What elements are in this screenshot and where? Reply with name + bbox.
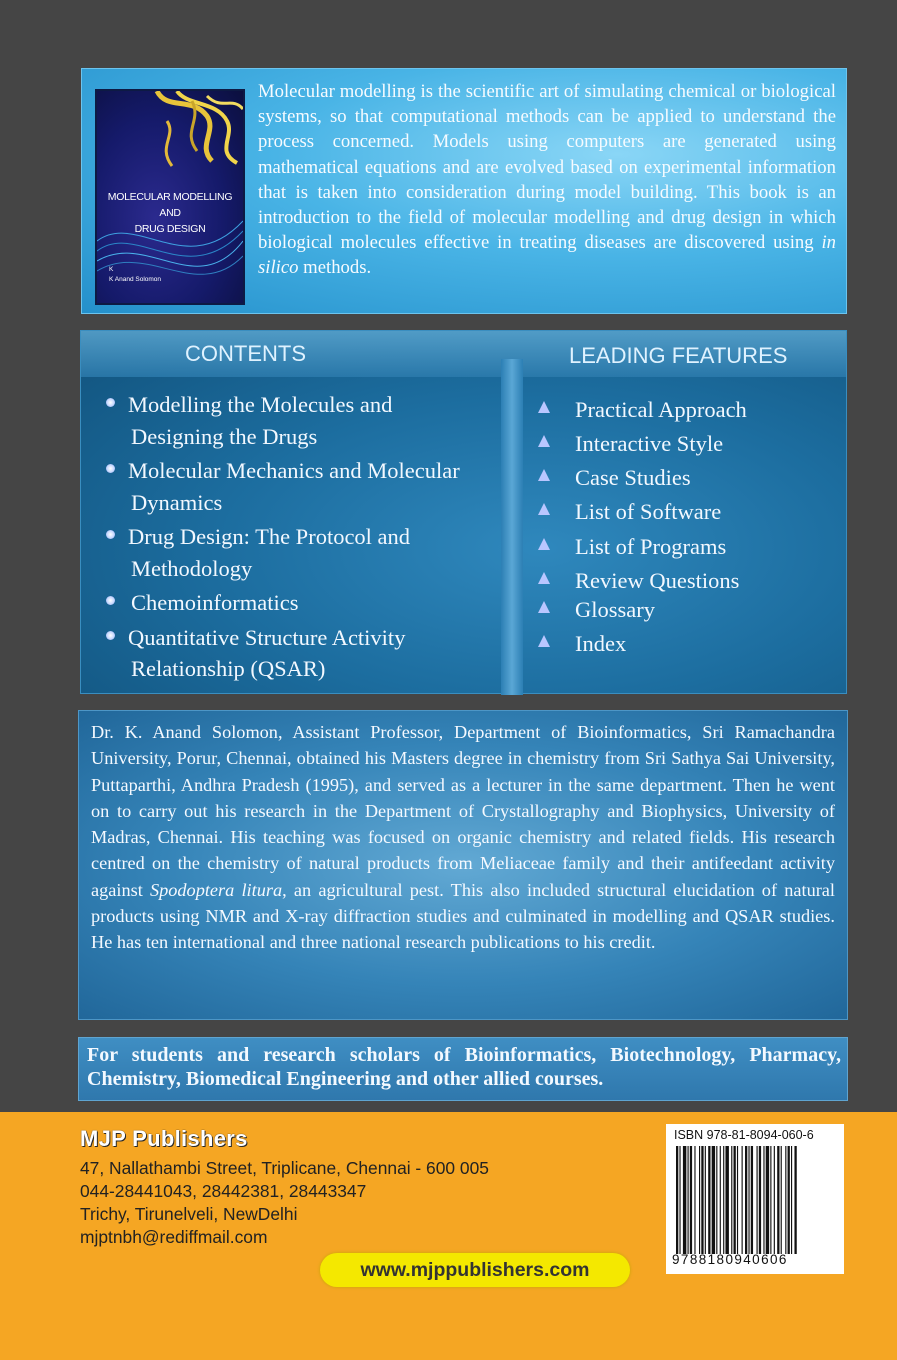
barcode-bar xyxy=(690,1146,692,1254)
barcode-bar xyxy=(751,1146,753,1254)
barcode-bar xyxy=(683,1146,686,1254)
barcode-bar xyxy=(720,1146,721,1254)
publisher-contact xyxy=(80,1157,489,1249)
book-description: Molecular modelling is the scientific art of simulating chemical or biological systems, so that computational methods can be applied to understand the process concerned. Models using computers are generated using mathematical equations and are evolved based on experimental information that is taken into consideration during model building. This book is an introduction to the field of molecular modelling and drug design in which biological molecules effective in treating diseases are discovered using in silico methods. xyxy=(258,81,836,279)
features-list xyxy=(575,396,835,658)
barcode-bar xyxy=(791,1146,792,1254)
contents-item: Drug Design: The Protocol and Methodology xyxy=(128,521,498,584)
barcode-bar xyxy=(705,1146,706,1254)
thumbnail-author: K Anand Solomon xyxy=(109,276,162,283)
bullet-icon xyxy=(538,538,550,550)
publisher-band xyxy=(0,1112,897,1360)
contents-item: Modelling the Molecules and Designing the Drugs xyxy=(128,389,498,452)
bullet-icon xyxy=(538,635,550,647)
feature-item: Glossary xyxy=(575,596,835,624)
features-heading: LEADING FEATURES xyxy=(569,343,788,368)
contents-list xyxy=(128,389,498,688)
bullet-icon xyxy=(106,596,115,605)
isbn-digits: 9788180940606 xyxy=(672,1252,788,1267)
bullet-icon xyxy=(538,469,550,481)
feature-item: Case Studies xyxy=(575,464,835,492)
feature-item: Practical Approach xyxy=(575,396,835,424)
bullet-icon xyxy=(538,401,550,413)
publisher-address: 47, Nallathambi Street, Triplicane, Chennai - 600 005 xyxy=(80,1158,489,1178)
barcode-bar xyxy=(699,1146,700,1254)
bullet-icon xyxy=(538,572,550,584)
publisher-phones: 044-28441043, 28442381, 28443347 xyxy=(80,1181,367,1201)
barcode-bar xyxy=(716,1146,717,1254)
feature-item: List of Software xyxy=(575,498,835,526)
barcode-bar xyxy=(725,1146,728,1254)
bullet-icon xyxy=(106,398,115,407)
barcode-bar xyxy=(788,1146,790,1254)
website-link[interactable]: www.mjppublishers.com xyxy=(320,1253,630,1287)
contents-item: Quantitative Structure Activity Relationship (QSAR) xyxy=(128,622,498,685)
barcode-bar xyxy=(742,1146,743,1254)
bullet-icon xyxy=(106,530,115,539)
barcode-bar xyxy=(712,1146,715,1254)
isbn-label: ISBN 978-81-8094-060-6 xyxy=(674,1128,814,1142)
barcode-bar xyxy=(781,1146,782,1254)
thumbnail-initial: K xyxy=(109,266,114,273)
barcode-bar xyxy=(701,1146,703,1254)
barcode-bar xyxy=(731,1146,732,1254)
bullet-icon xyxy=(538,601,550,613)
publisher-name: MJP Publishers xyxy=(80,1126,248,1151)
barcode-bar xyxy=(723,1146,724,1254)
contents-heading: CONTENTS xyxy=(185,341,306,366)
barcode-bar xyxy=(794,1146,796,1254)
barcode-bar xyxy=(737,1146,738,1254)
barcode-bar xyxy=(745,1146,747,1254)
thumbnail-title: MOLECULAR MODELLING AND DRUG DESIGN xyxy=(107,191,233,235)
barcode-bar xyxy=(759,1146,761,1254)
barcode-bar xyxy=(679,1146,680,1254)
bullet-icon xyxy=(106,464,115,473)
column-divider xyxy=(501,359,523,695)
barcode-bar xyxy=(777,1146,779,1254)
barcode-bar xyxy=(766,1146,769,1254)
bullet-icon xyxy=(538,435,550,447)
feature-item: Review Questions xyxy=(575,567,835,595)
isbn-barcode-box xyxy=(666,1124,844,1274)
bullet-icon xyxy=(106,631,115,640)
barcode-bar xyxy=(770,1146,771,1254)
audience-text: For students and research scholars of Bioinformatics, Biotechnology, Pharmacy, Chemistry, Biomedical Engineering and other allied courses. xyxy=(87,1044,841,1090)
barcode-bar xyxy=(694,1146,695,1254)
contents-item: Chemoinformatics xyxy=(128,587,498,619)
barcode-bar xyxy=(757,1146,758,1254)
barcode-bar xyxy=(676,1146,678,1254)
description-panel xyxy=(81,68,847,314)
barcode-bar xyxy=(708,1146,710,1254)
author-bio-panel xyxy=(78,710,848,1020)
feature-item: List of Programs xyxy=(575,533,835,561)
publisher-email[interactable]: mjptnbh@rediffmail.com xyxy=(80,1227,268,1247)
barcode-bar xyxy=(688,1146,689,1254)
bullet-icon xyxy=(538,503,550,515)
audience-panel xyxy=(78,1037,848,1101)
barcode-graphic xyxy=(676,1146,834,1254)
publisher-branches: Trichy, Tirunelveli, NewDelhi xyxy=(80,1204,298,1224)
barcode-bar xyxy=(774,1146,775,1254)
book-cover-thumbnail xyxy=(95,89,245,305)
feature-item: Index xyxy=(575,630,835,658)
contents-item: Molecular Mechanics and Molecular Dynamics xyxy=(128,455,498,518)
barcode-bar xyxy=(785,1146,786,1254)
barcode-bar xyxy=(748,1146,749,1254)
contents-features-panel xyxy=(80,330,847,694)
barcode-bar xyxy=(763,1146,764,1254)
barcode-bar xyxy=(734,1146,736,1254)
author-bio: Dr. K. Anand Solomon, Assistant Professor, Department of Bioinformatics, Sri Ramachandra University, Porur, Chennai, obtained his Masters degree in chemistry from Sri Sathya Sai University, Puttaparthi, Andhra Pradesh (1995), and served as a lecturer in the same department. Then he went on to carry out his research in the Department of Crystallography and Biophysics, University of Madras, Chennai. His teaching was focused on organic chemistry and related fields. His research centred on the chemistry of natural products from Meliaceae family and their antifeedant activity against Spodoptera litura, an agricultural pest. This also included structural elucidation of natural products using NMR and X-ray diffraction studies and culminated in modelling and QSAR studies. He has ten international and three national research publications to his credit. xyxy=(91,722,835,953)
feature-item: Interactive Style xyxy=(575,430,835,458)
